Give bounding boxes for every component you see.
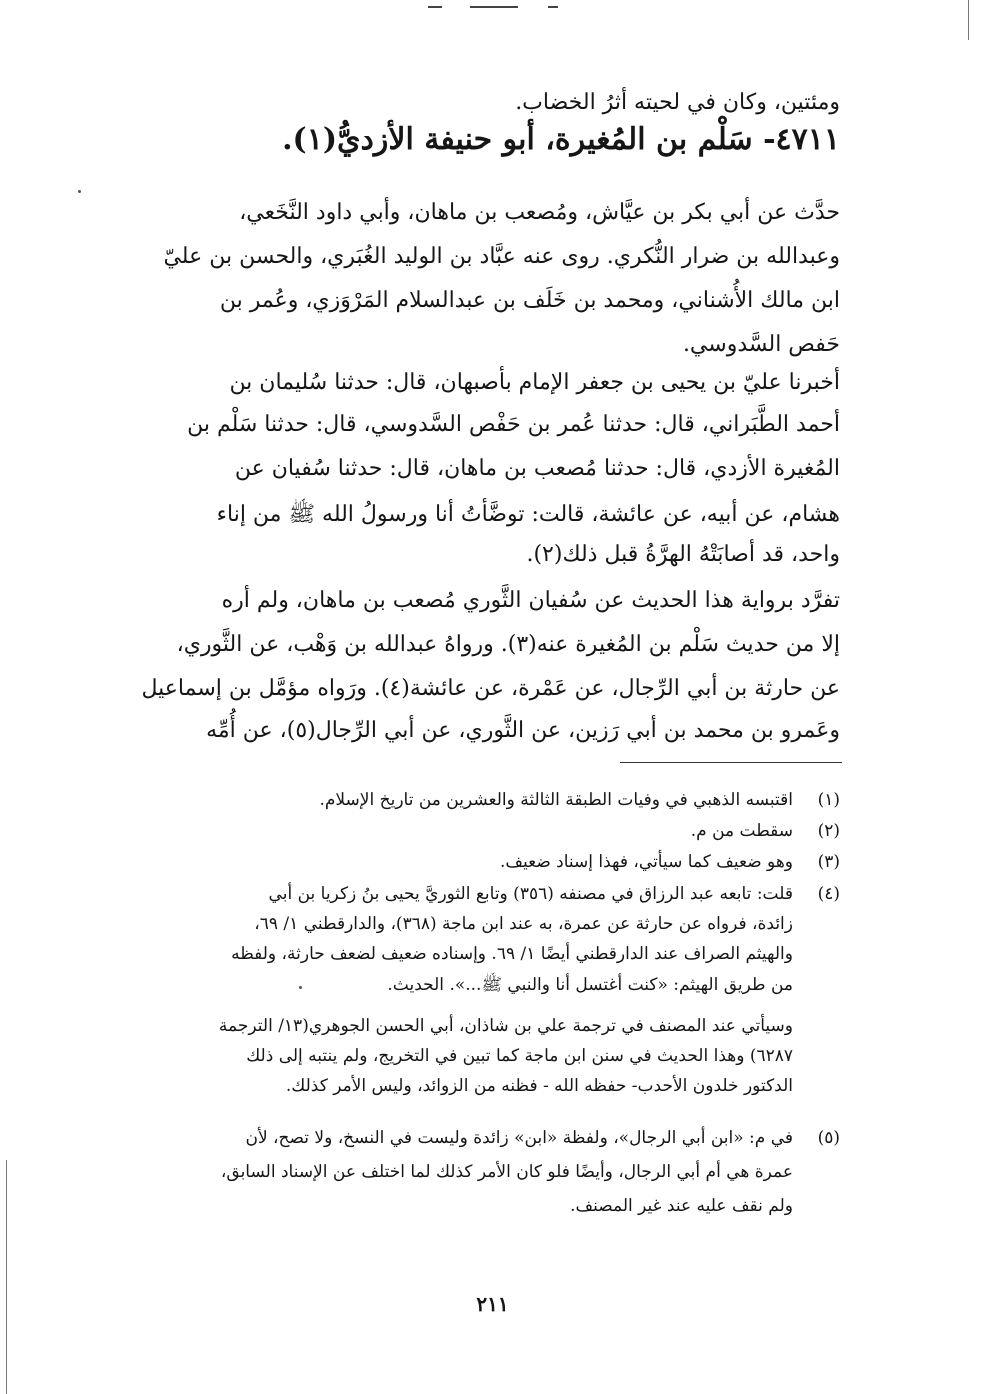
page-number: ٢١١ <box>476 1292 509 1316</box>
main-text-line: وعَمرو بن محمد بن أبي رَزين، عن الثَّوري، عن أبي الرِّجال(٥)، عن أُمِّه <box>206 718 840 743</box>
footnote-number: (٥) <box>817 1128 840 1148</box>
footnote-line: ٦٢٨٧) وهذا الحديث في سنن ابن ماجة كما تبين في التخريج، ولم ينتبه إلى ذلك <box>246 1046 793 1066</box>
footnote-line: ولم نقف عليه عند غير المصنف. <box>570 1196 793 1216</box>
footnote-number: (٣) <box>817 852 840 872</box>
main-text-line: هشام، عن أبيه، عن عائشة، قالت: توضَّأتُ أنا ورسولُ الله ﷺ من إناء <box>216 502 840 527</box>
main-text-line: المُغيرة الأزدي، قال: حدثنا مُصعب بن ماهان، قال: حدثنا سُفيان عن <box>234 456 840 481</box>
main-text-line: عن حارثة بن أبي الرِّجال، عن عَمْرة، عن عائشة(٤). ورَواه مؤمَّل بن إسماعيل <box>141 676 840 701</box>
main-text-line: واحد، قد أصابَتْهُ الهرَّةُ قبل ذلك(٢). <box>526 542 840 567</box>
footnote-separator <box>620 762 842 763</box>
main-text-line: أحمد الطَّبَراني، قال: حدثنا عُمر بن حَفْص السَّدوسي، قال: حدثنا سَلْم بن <box>187 412 840 437</box>
top-scan-mark <box>428 6 442 8</box>
footnote-line: والهيثم الصراف عند الدارقطني أيضًا ١/ ٦٩. وإسناده ضعيف لضعف حارثة، ولفظه <box>231 944 793 964</box>
main-text-line: أخبرنا عليّ بن يحيى بن جعفر الإمام بأصبهان، قال: حدثنا سُليمان بن <box>229 370 840 395</box>
main-text-line: إلا من حديث سَلْم بن المُغيرة عنه(٣). ورواهُ عبدالله بن وَهْب، عن الثَّوري، <box>176 632 840 657</box>
scan-speck <box>299 986 302 989</box>
footnote-number: (٢) <box>817 821 840 841</box>
right-scan-line <box>968 0 969 40</box>
entry-heading: ٤٧١١- سَلْم بن المُغيرة، أبو حنيفة الأزديُّ(١). <box>282 122 840 157</box>
main-text-line: حَفص السَّدوسي. <box>682 332 840 357</box>
footnote-line: الدكتور خلدون الأحدب- حفظه الله - فظنه من الزوائد، وليس الأمر كذلك. <box>285 1076 793 1096</box>
footnote-number: (٤) <box>817 884 840 904</box>
left-scan-line <box>6 1160 7 1394</box>
footnote-number: (١) <box>817 790 840 810</box>
main-text-line: ابن مالك الأُشناني، ومحمد بن خَلَف بن عبدالسلام المَرْوَزي، وعُمر بن <box>219 288 840 313</box>
top-scan-mark <box>548 6 558 8</box>
footnote-line: عمرة هي أم أبي الرجال، وأيضًا فلو كان الأمر كذلك لما اختلف عن الإسناد السابق، <box>220 1162 793 1182</box>
main-text-line: حدَّث عن أبي بكر بن عيَّاش، ومُصعب بن ماهان، وأبي داود النَّخَعي، <box>239 200 840 225</box>
footnote-line: وسيأتي عند المصنف في ترجمة علي بن شاذان، أبي الحسن الجوهري(١٣/ الترجمة <box>218 1016 793 1036</box>
footnote-line: وهو ضعيف كما سيأتي، فهذا إسناد ضعيف. <box>499 852 793 872</box>
footnote-line: اقتبسه الذهبي في وفيات الطبقة الثالثة والعشرين من تاريخ الإسلام. <box>319 790 793 810</box>
footnote-line: في م: «ابن أبي الرجال»، ولفظة «ابن» زائدة وليست في النسخ، ولا تصح، لأن <box>245 1128 793 1148</box>
footnote-line: من طريق الهيثم: «كنت أغتسل أنا والنبي ﷺ...». الحديث. <box>387 975 793 995</box>
main-text-line: تفرَّد برواية هذا الحديث عن سُفيان الثَّوري مُصعب بن ماهان، ولم أره <box>221 588 840 613</box>
footnote-line: قلت: تابعه عبد الرزاق في مصنفه (٣٥٦) وتابع الثوريَّ يحيى بنُ زكريا بن أبي <box>268 884 793 904</box>
main-text-line: ومئتين، وكان في لحيته أثرُ الخضاب. <box>515 90 840 115</box>
footnote-line: سقطت من م. <box>690 821 793 841</box>
footnote-line: زائدة، فرواه عن حارثة عن عمرة، به عند ابن ماجة (٣٦٨)، والدارقطني ١/ ٦٩، <box>254 914 793 934</box>
main-text-line: وعبدالله بن ضرار النُّكري. روى عنه عبَّاد بن الوليد الغُبَري، والحسن بن عليّ <box>163 244 840 269</box>
top-scan-mark <box>470 6 518 8</box>
scan-speck <box>78 190 81 193</box>
